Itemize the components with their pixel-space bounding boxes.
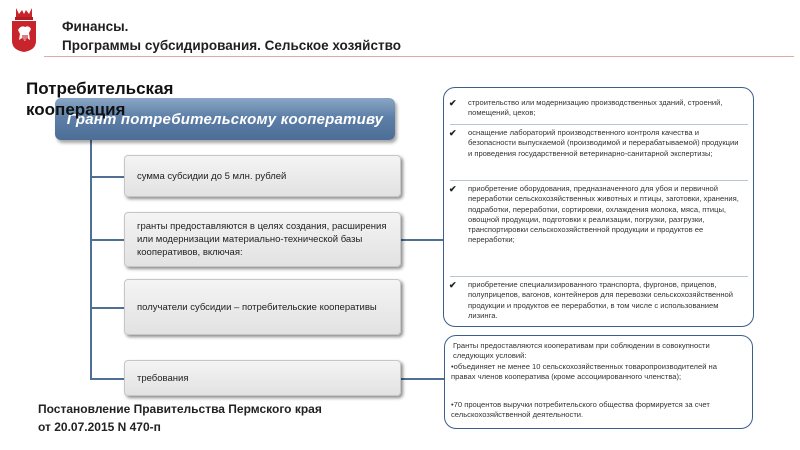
check-icon: ✔ (449, 128, 457, 138)
list-item (449, 280, 739, 321)
header-title: Финансы. (62, 19, 129, 34)
grant-purpose-box (124, 212, 401, 267)
requirements-text: требования (137, 372, 189, 384)
list-item (449, 98, 739, 119)
tree-branch-line (90, 307, 124, 309)
connector-to-requirements-panel (401, 378, 444, 380)
requirements-box (124, 360, 401, 396)
requirement-item: •70 процентов выручки потребительского общества формируется за счет сельскохозяйственной деятельности. (451, 400, 710, 420)
requirement-item: •объединяет не менее 10 сельскохозяйственных товаропроизводителей на правах членов кооператива (кроме ассоциированного членства); (451, 362, 717, 382)
list-divider (450, 124, 748, 125)
header-subtitle: Программы субсидирования. Сельское хозяйство (62, 38, 401, 53)
list-item-text: приобретение специализированного транспорта, фургонов, прицепов, полуприцепов, вагонов, контейнеров для перевозки сельскохозяйственной продукции и продуктов ее переработки, в том числе с использованием лизинга. (468, 280, 733, 320)
list-item (449, 128, 739, 159)
check-icon: ✔ (449, 280, 457, 290)
perm-coat-of-arms-logo (9, 5, 39, 53)
recipients-box (124, 279, 401, 335)
subsidy-amount-text: сумма субсидии до 5 млн. рублей (137, 170, 287, 182)
check-icon: ✔ (449, 184, 457, 194)
list-item-text: приобретение оборудования, предназначенного для убоя и первичной переработки сельскохозяйственных животных и птицы, заготовки, хранения, подработки, переработки, сортировки, охлаждения молока, мяса, птицы, овощной продукции, подготовки к реализации, погрузки, разгрузки, транспортировки сельскохозяйственной продукции и продуктов ее переработки; (468, 184, 739, 245)
connector-to-includes-panel (401, 239, 443, 241)
subsidy-amount-box (124, 155, 401, 197)
header-divider (44, 56, 794, 57)
section-title: Потребительская кооперация (26, 79, 174, 119)
list-divider (450, 276, 748, 277)
tree-branch-line (90, 378, 124, 380)
decree-title: Постановление Правительства Пермского края (38, 402, 322, 416)
includes-panel (443, 87, 754, 327)
recipients-text: получатели субсидии – потребительские кооперативы (137, 301, 377, 313)
tree-branch-line (90, 239, 124, 241)
list-item (449, 184, 739, 246)
list-item-text: строительство или модернизацию производственных зданий, строений, помещений, цехов; (468, 98, 723, 118)
list-divider (450, 180, 748, 181)
list-item-text: оснащение лабораторий производственного контроля качества и безопасности выпускаемой (производимой и перерабатываемой) продукции и проведения государственной ветеринарно-санитарной экспертизы; (468, 128, 739, 158)
tree-branch-line (90, 176, 124, 178)
requirements-intro: Гранты предоставляются кооперативам при соблюдении в совокупности следующих условий: (453, 341, 710, 361)
grant-title: Грант потребительскому кооперативу (66, 110, 384, 128)
requirements-panel (444, 335, 753, 429)
decree-date-number: от 20.07.2015 N 470-п (38, 420, 161, 434)
grant-purpose-text: гранты предоставляются в целях создания, расширения или модернизации материально-технической базы кооперативов, включая: (137, 220, 387, 258)
check-icon: ✔ (449, 98, 457, 108)
